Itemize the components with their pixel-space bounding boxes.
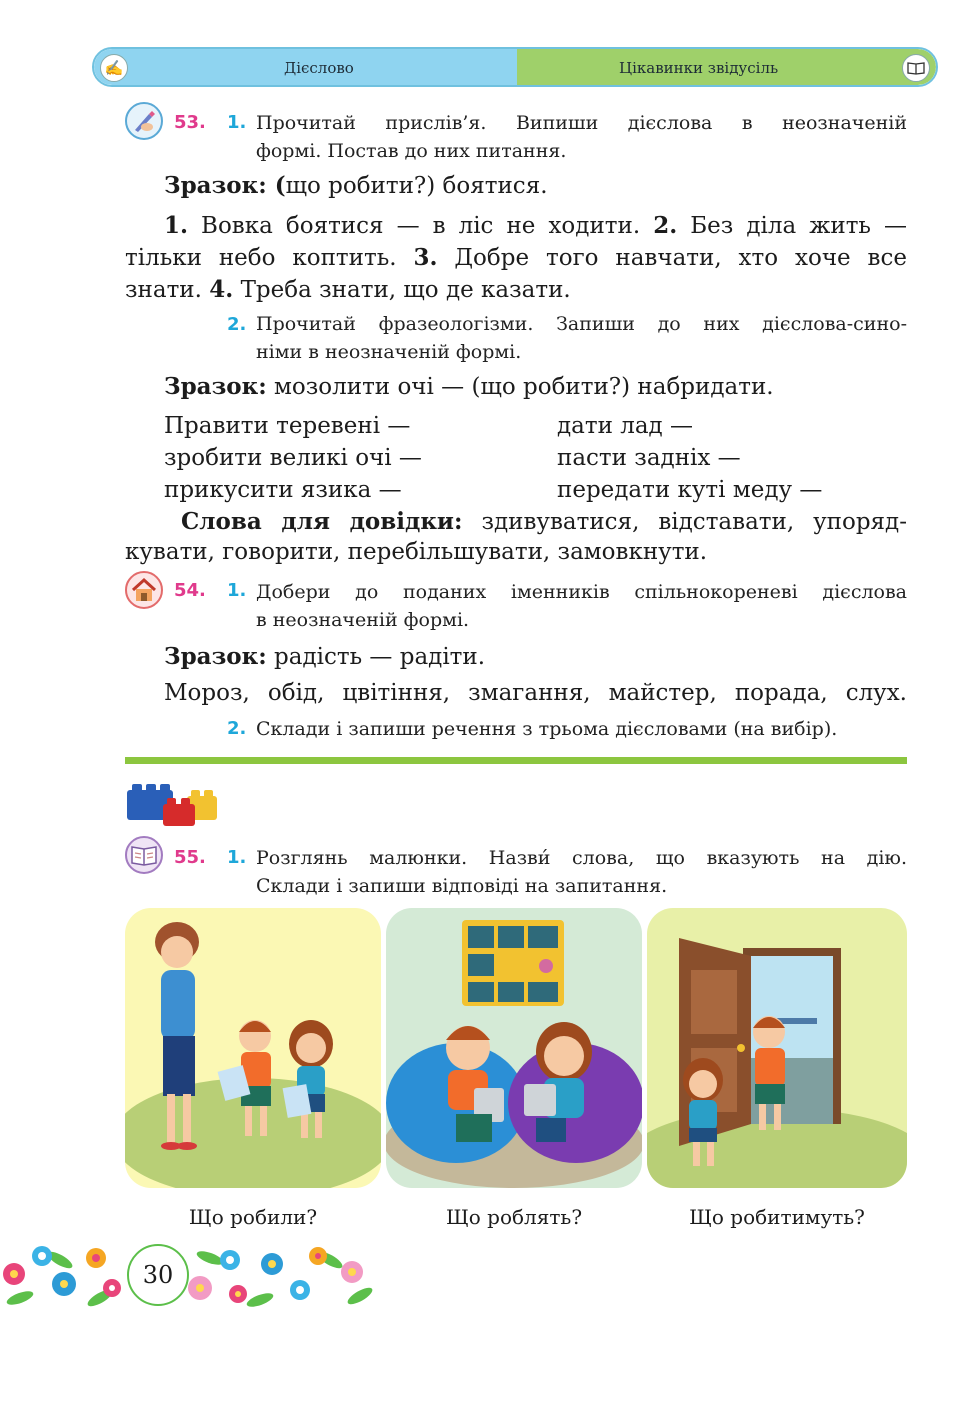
exercise-53-sample-2: [164, 371, 774, 403]
illustration-future: [647, 908, 907, 1188]
exercise-53-part1-label: 1.: [227, 112, 247, 133]
open-book-icon: [125, 836, 163, 874]
reference-text: здивуватися, відставати, упоряд-: [462, 509, 907, 535]
header-right-title: Цікавинки звідусіль: [619, 59, 779, 77]
pen-icon: ✍: [100, 54, 128, 82]
writing-hand-icon: [125, 102, 163, 140]
instruction-line: Розглянь малюнки. Назви́ слова, що вказують на дію.: [256, 847, 907, 869]
illustration-past: [125, 908, 381, 1188]
proverb-text: Без діла жить —: [677, 213, 907, 239]
illustration-present: [386, 908, 642, 1188]
exercise-55-number: 55.: [174, 847, 206, 868]
reference-line: [125, 507, 907, 537]
proverb-line: [125, 210, 907, 242]
instruction-line: в неозначеній формі.: [256, 609, 470, 631]
sample-text: мозолити очі — (що робити?) набридати.: [266, 374, 774, 400]
page-number-badge: [127, 1244, 189, 1306]
page-number: 30: [142, 1261, 174, 1289]
reference-label: Слова для довідки:: [181, 508, 463, 535]
proverb-number: 1.: [164, 212, 189, 239]
exercise-53-sample: [164, 170, 548, 202]
section-divider: [125, 757, 907, 764]
blocks-icon: [125, 778, 220, 828]
caption-future: Що робитимуть?: [689, 1205, 865, 1229]
phrase-item: дати лад —: [557, 413, 694, 439]
exercise-54-sample: [164, 641, 485, 673]
proverb-text: тільки небо коптить.: [125, 245, 414, 271]
exercise-53-proverbs: [125, 210, 907, 306]
header-left-title: Дієслово: [284, 59, 354, 77]
instruction-line: німи в неозначеній формі.: [256, 341, 522, 363]
reference-words: [125, 507, 907, 567]
reference-line: кувати, говорити, перебільшувати, замовкнути.: [125, 539, 708, 565]
phrase-item: Правити теревені —: [164, 413, 411, 439]
exercise-54-part2-instruction: Склади і запиши речення з трьома дієсловами (на вибір).: [256, 718, 838, 740]
proverb-text: Добре того навчати, хто хоче все: [437, 245, 907, 271]
sample-label: Зразок:: [164, 373, 267, 400]
instruction-line: Добери до поданих іменників спільнокореневі дієслова: [256, 581, 907, 603]
proverb-text: Вовка боятися — в ліс не ходити.: [188, 213, 654, 239]
phrase-item: передати куті меду —: [557, 477, 823, 503]
sample-text: що робити?) боятися.: [285, 173, 548, 199]
phrase-item: пасти задніх —: [557, 445, 741, 471]
page-header: [92, 47, 938, 87]
phrases-left-column: [164, 410, 422, 506]
phrase-item: зробити великі очі —: [164, 445, 422, 471]
flower-border-decoration: [0, 1238, 380, 1314]
sample-label: Зразок:: [164, 643, 267, 670]
proverb-line: [125, 274, 907, 306]
exercise-53-part1-instruction: [256, 109, 907, 165]
proverb-text: Треба знати, що де казати.: [233, 277, 571, 303]
exercise-55-part1-instruction: [256, 844, 907, 900]
exercise-54-part1-instruction: [256, 578, 907, 634]
sample-text: радість — радіти.: [266, 644, 486, 670]
phrase-item: прикусити язика —: [164, 477, 402, 503]
instruction-line: Прочитай фразеологізми. Запиши до них дієслова-сино-: [256, 313, 907, 335]
header-section-left: [94, 49, 517, 85]
exercise-54-number: 54.: [174, 580, 206, 601]
proverb-line: [125, 242, 907, 274]
caption-past: Що робили?: [188, 1205, 318, 1229]
house-icon: [125, 571, 163, 609]
proverb-number: 2.: [653, 212, 678, 239]
instruction-line: Склади і запиши відповіді на запитання.: [256, 875, 668, 897]
exercise-53-part2-label: 2.: [227, 314, 247, 335]
exercise-53-number: 53.: [174, 112, 206, 133]
header-section-right: [517, 49, 936, 85]
exercise-54-part1-label: 1.: [227, 580, 247, 601]
exercise-54-part2-label: 2.: [227, 718, 247, 739]
caption-present: Що роблять?: [445, 1205, 583, 1229]
proverb-number: 4.: [209, 276, 234, 303]
book-icon: [902, 54, 930, 82]
exercise-53-part2-instruction: [256, 310, 907, 366]
instruction-line: Прочитай прислів’я. Випиши дієслова в неозначеній: [256, 112, 907, 134]
phrases-right-column: [557, 410, 822, 506]
proverb-number: 3.: [413, 244, 438, 271]
exercise-55-part1-label: 1.: [227, 847, 247, 868]
exercise-54-nouns: Мороз, обід, цвітіння, змагання, майстер, порада, слух.: [164, 680, 907, 706]
proverb-text: знати.: [125, 277, 210, 303]
sample-label: Зразок: (: [164, 172, 286, 199]
instruction-line: формі. Постав до них питання.: [256, 140, 567, 162]
